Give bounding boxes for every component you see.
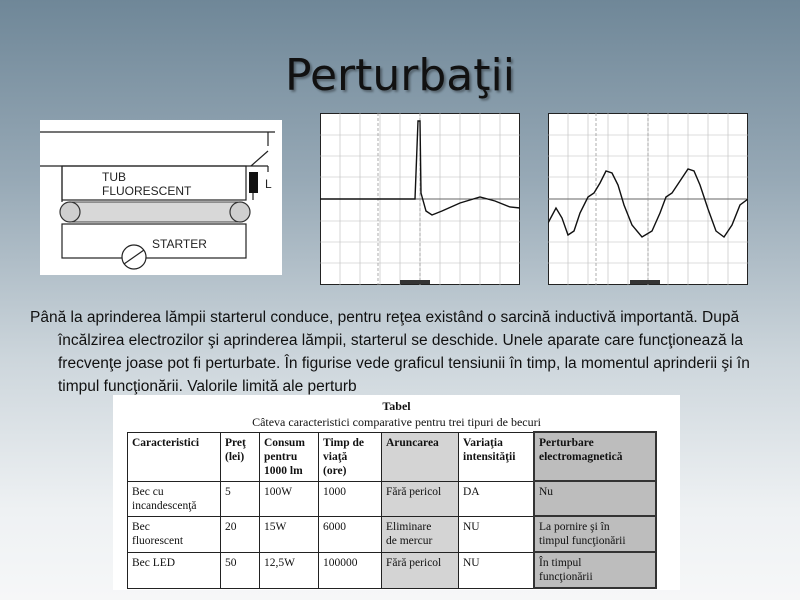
table-cell: 100W [260,481,319,516]
table-title: Tabel [382,399,411,413]
table-cell: Eliminare de mercur [382,516,459,552]
table-cell: În timpul funcţionării [534,552,656,588]
oscilloscope-startup-waveform [320,113,520,285]
body-paragraph [30,306,770,398]
table-cell: NU [459,552,535,588]
table-cell: 20 [221,516,260,552]
table-header-row [128,432,657,481]
table-row [128,481,657,516]
table-cell: Nu [534,481,656,516]
tube-body [70,202,242,222]
tube-label-1: TUB [102,170,126,184]
header-cell: Variaţia intensităţii [459,432,535,481]
table-row [128,552,657,588]
table-cell: Bec LED [128,552,221,588]
table-cell: 5 [221,481,260,516]
table-cell: Bec cu incandescenţă [128,481,221,516]
inductor-symbol [249,172,258,193]
header-cell: Aruncarea [382,432,459,481]
paragraph-text: Până la aprinderea lămpii starterul conduce, pentru reţea existând o sarcină inductivă importantă. După încălzirea electrozilor şi aprinderea lămpii, starterul se deschide. Unele aparate care funcţionează la frecvenţe joase pot fi perturbate. În figurise vede graficul tensiunii în timp, la momentul aprinderii şi în timpul funcţionării. Valorile limită ale perturb [30,309,750,395]
table-cell: La pornire şi în timpul funcţionării [534,516,656,552]
table-cell: Fără pericol [382,552,459,588]
table-cell: 100000 [319,552,382,588]
header-cell: Consum pentru 1000 lm [260,432,319,481]
comparison-table-panel [113,395,680,590]
slide-title: Perturbaţii [285,50,515,101]
starter-label: STARTER [152,237,207,251]
table-row [128,516,657,552]
header-cell: Perturbare electromagnetică [534,432,656,481]
comparison-table [127,431,657,589]
table-cell: Bec fluorescent [128,516,221,552]
table-cell: 1000 [319,481,382,516]
header-cell: Caracteristici [128,432,221,481]
table-cell: 12,5W [260,552,319,588]
table-cell: 15W [260,516,319,552]
tube-label-2: FLUORESCENT [102,184,192,198]
table-cell: NU [459,516,535,552]
fluorescent-circuit-diagram [40,120,282,275]
table-cell: 6000 [319,516,382,552]
inductor-label: L [265,177,272,191]
table-caption: Câteva caracteristici comparative pentru trei tipuri de becuri [252,415,541,429]
oscilloscope-operation-waveform [548,113,748,285]
header-cell: Preţ (lei) [221,432,260,481]
header-cell: Timp de viaţă (ore) [319,432,382,481]
table-cell: 50 [221,552,260,588]
table-cell: Fără pericol [382,481,459,516]
table-cell: DA [459,481,535,516]
